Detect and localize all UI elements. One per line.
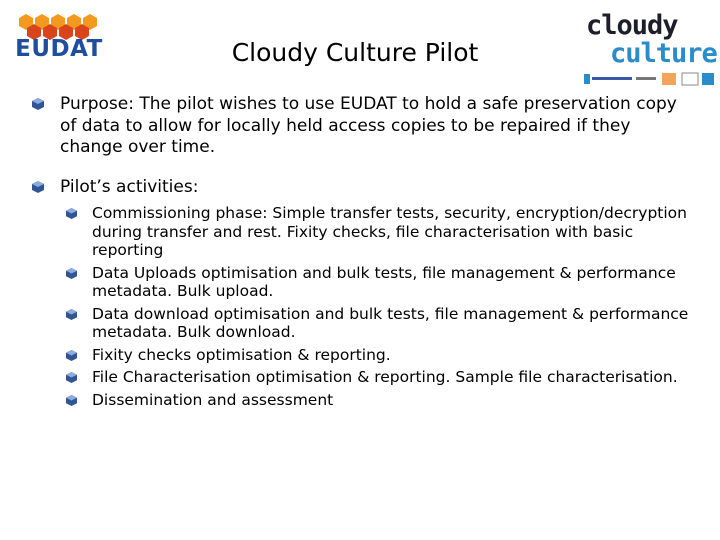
list-item-text: Fixity checks optimisation & reporting. xyxy=(92,345,391,364)
culture-logo-word: culture xyxy=(610,38,717,69)
bullet-list xyxy=(30,94,690,409)
bullet-text: Purpose: The pilot wishes to use EUDAT to hold a safe preservation copy of data to allow for locally held access copies to be repaired if they change over time. xyxy=(60,94,677,157)
list-item xyxy=(60,368,690,387)
list-item-text: File Characterisation optimisation & reporting. Sample file characterisation. xyxy=(92,368,678,386)
eudat-logo xyxy=(14,10,104,68)
bullet-cube-icon xyxy=(32,98,44,110)
list-item-text: Data Uploads optimisation and bulk tests, file management & performance metadata. Bulk upload. xyxy=(92,263,676,300)
page-title: Cloudy Culture Pilot xyxy=(231,38,479,67)
cloudy-logo-word: cloudy xyxy=(586,10,678,41)
list-item-text: Dissemination and assessment xyxy=(92,390,334,409)
cloudy-culture-logo xyxy=(578,8,718,90)
bullet-text: Pilot’s activities: xyxy=(60,176,199,197)
bullet-activities xyxy=(30,177,690,199)
list-item xyxy=(60,204,690,260)
bullet-cube-icon xyxy=(66,350,77,361)
bullet-cube-icon xyxy=(66,268,77,279)
bullet-purpose xyxy=(30,94,690,159)
partner-logos-icon xyxy=(584,72,718,86)
bullet-cube-icon xyxy=(66,309,77,320)
bullet-cube-icon xyxy=(66,372,77,383)
bullet-cube-icon xyxy=(66,395,77,406)
list-item-text: Commissioning phase: Simple transfer tests, security, encryption/decryption during transfer and rest. Fixity checks, file characterisation with basic reporting xyxy=(92,204,687,259)
list-item xyxy=(60,305,690,342)
bullet-cube-icon xyxy=(32,181,44,193)
list-item-text: Data download optimisation and bulk tests, file management & performance metadata. Bulk download. xyxy=(92,304,689,341)
eudat-logo-text: EUDAT xyxy=(15,36,103,62)
bullet-cube-icon xyxy=(66,208,77,219)
activities-sublist xyxy=(30,204,690,409)
list-item xyxy=(60,391,690,410)
list-item xyxy=(60,264,690,301)
list-item xyxy=(60,346,690,365)
